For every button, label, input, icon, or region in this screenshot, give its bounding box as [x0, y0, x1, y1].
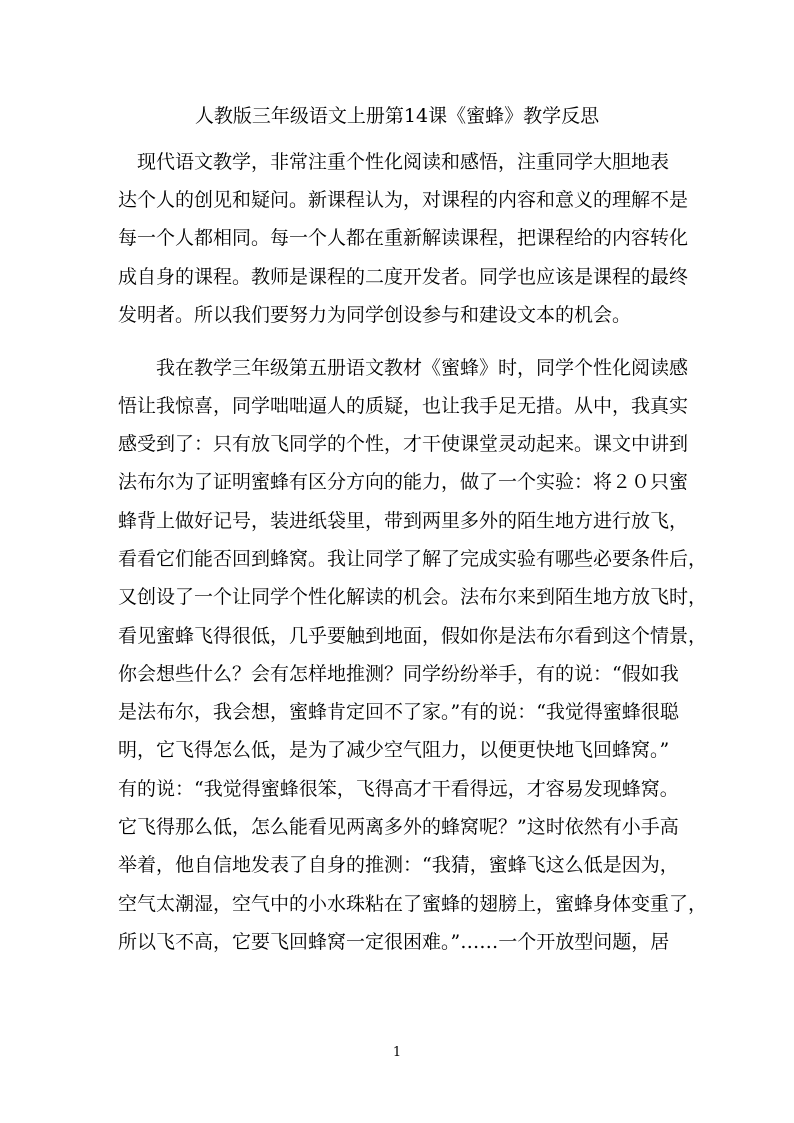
- paragraph-line: 你会想些什么？会有怎样地推测？同学纷纷举手，有的说：“假如我: [118, 663, 679, 685]
- paragraph-line: 我在教学三年级第五册语文教材《蜜蜂》时，同学个性化阅读感: [118, 357, 689, 379]
- paragraph-line: 是法布尔，我会想，蜜蜂肯定回不了家。”有的说：“我觉得蜜蜂很聪: [118, 701, 679, 723]
- paragraph-line: 又创设了一个让同学个性化解读的机会。法布尔来到陌生地方放飞时，: [118, 586, 708, 608]
- paragraph-line: 看看它们能否回到蜂窝。我让同学了解了完成实验有哪些必要条件后，: [118, 548, 708, 570]
- paragraph-line: 发明者。所以我们要努力为同学创设参与和建设文本的机会。: [118, 304, 632, 326]
- paragraph-line: 达个人的创见和疑问。新课程认为，对课程的内容和意义的理解不是: [118, 189, 689, 211]
- paragraph-line: 悟让我惊喜，同学咄咄逼人的质疑，也让我手足无措。从中，我真实: [118, 395, 689, 417]
- paragraph-line: 明，它飞得怎么低，是为了减少空气阻力，以便更快地飞回蜂窝。”: [118, 739, 670, 761]
- paragraph-line: 成自身的课程。教师是课程的二度开发者。同学也应该是课程的最终: [118, 266, 689, 288]
- paragraph-line: 现代语文教学，非常注重个性化阅读和感悟，注重同学大胆地表: [118, 151, 670, 173]
- paragraph-line: 它飞得那么低，怎么能看见两离多外的蜂窝呢？”这时依然有小手高: [118, 816, 679, 838]
- paragraph-line: 每一个人都相同。每一个人都在重新解读课程，把课程给的内容转化: [118, 227, 689, 249]
- paragraph-line: 看见蜜蜂飞得很低，几乎要触到地面，假如你是法布尔看到这个情景，: [118, 625, 708, 647]
- paragraph-line: 空气太潮湿，空气中的小水珠粘在了蜜蜂的翅膀上，蜜蜂身体变重了，: [118, 893, 708, 915]
- paragraph-line: 所以飞不高，它要飞回蜂窝一定很困难。”……一个开放型问题，居: [118, 931, 670, 953]
- paragraph-line: 蜂背上做好记号，装进纸袋里，带到两里多外的陌生地方进行放飞，: [118, 510, 689, 532]
- paragraph-line: 法布尔为了证明蜜蜂有区分方向的能力，做了一个实验：将２０只蜜: [118, 471, 689, 493]
- page-number: 1: [392, 1045, 402, 1060]
- paragraph-line: 感受到了：只有放飞同学的个性，才干使课堂灵动起来。课文中讲到: [118, 433, 689, 455]
- paragraph-line: 举着，他自信地发表了自身的推测：“我猜，蜜蜂飞这么低是因为，: [118, 854, 679, 876]
- paragraph-line: 有的说：“我觉得蜜蜂很笨，飞得高才干看得远，才容易发现蜂窝。: [118, 778, 679, 800]
- document-title: 人教版三年级语文上册第14课《蜜蜂》教学反思: [194, 105, 600, 127]
